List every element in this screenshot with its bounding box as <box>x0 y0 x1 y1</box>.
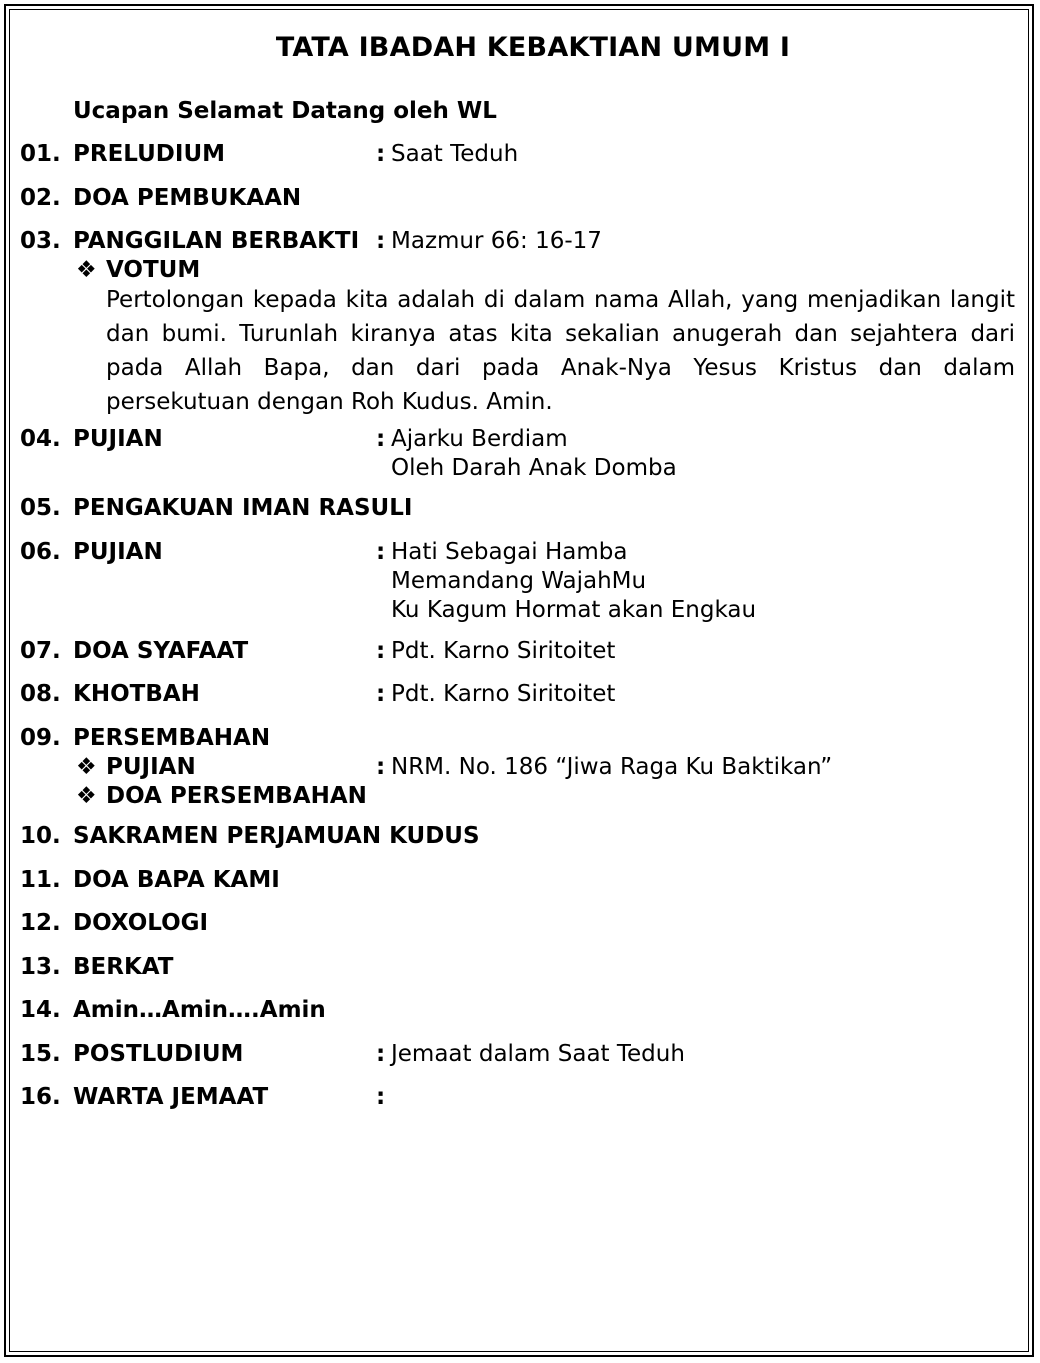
item-label: PRELUDIUM <box>73 141 226 167</box>
item-number: 05. <box>20 495 61 521</box>
item-number: 03. <box>20 228 61 254</box>
item-label: DOXOLOGI <box>73 910 209 936</box>
sub-item-pujian <box>76 753 196 782</box>
item-number: 07. <box>20 638 61 664</box>
diamond-bullet-icon: ❖ <box>76 754 97 780</box>
item-label: WARTA JEMAAT <box>73 1084 269 1110</box>
item-number: 08. <box>20 681 61 707</box>
item-colon: : <box>376 681 386 707</box>
votum-text: Pertolongan kepada kita adalah di dalam nama Allah, yang menjadikan langit dan bumi. Turunlah kiranya atas kita sekalian anugerah dan sejahtera dari pada Allah Bapa, dan dari pada Anak-Nya Yesus Kristus dan dalam persekutuan dengan Roh Kudus. Amin. <box>106 287 1015 415</box>
sub-item-label: VOTUM <box>106 257 201 283</box>
item-value: Saat Teduh <box>391 141 519 167</box>
item-value: Mazmur 66: 16-17 <box>391 228 602 254</box>
item-number: 16. <box>20 1084 61 1110</box>
item-colon: : <box>376 754 386 780</box>
item-colon: : <box>376 638 386 664</box>
item-colon: : <box>376 1084 386 1110</box>
item-label: PUJIAN <box>73 539 163 565</box>
item-number: 12. <box>20 910 61 936</box>
item-number: 04. <box>20 426 61 452</box>
item-label: KHOTBAH <box>73 681 200 707</box>
item-label: DOA BAPA KAMI <box>73 867 280 893</box>
item-label: PENGAKUAN IMAN RASULI <box>73 495 413 521</box>
sub-item-label: DOA PERSEMBAHAN <box>106 783 367 809</box>
item-label: POSTLUDIUM <box>73 1041 244 1067</box>
item-number: 13. <box>20 954 61 980</box>
item-label: PUJIAN <box>73 426 163 452</box>
item-number: 10. <box>20 823 61 849</box>
item-value: Pdt. Karno Siritoitet <box>391 638 616 664</box>
item-label: BERKAT <box>73 954 174 980</box>
item-value: Jemaat dalam Saat Teduh <box>391 1041 685 1067</box>
item-colon: : <box>376 141 386 167</box>
item-number: 14. <box>20 997 61 1023</box>
diamond-bullet-icon: ❖ <box>76 257 97 283</box>
welcome-line: Ucapan Selamat Datang oleh WL <box>73 98 497 124</box>
item-label: PANGGILAN BERBAKTI <box>73 228 360 254</box>
item-number: 01. <box>20 141 61 167</box>
item-colon: : <box>376 228 386 254</box>
item-number: 09. <box>20 725 61 751</box>
item-label: PERSEMBAHAN <box>73 725 271 751</box>
item-number: 02. <box>20 185 61 211</box>
item-number: 15. <box>20 1041 61 1067</box>
item-colon: : <box>376 426 386 452</box>
item-label: DOA SYAFAAT <box>73 638 249 664</box>
diamond-bullet-icon: ❖ <box>76 783 97 809</box>
item-label: DOA PEMBUKAAN <box>73 185 302 211</box>
item-colon: : <box>376 1041 386 1067</box>
item-value: Hati Sebagai Hamba Memandang WajahMu Ku Kagum Hormat akan Engkau <box>391 539 757 623</box>
sub-item-label: PUJIAN <box>106 754 196 780</box>
item-colon: : <box>376 539 386 565</box>
document-title: TATA IBADAH KEBAKTIAN UMUM I <box>275 32 791 63</box>
item-value: Pdt. Karno Siritoitet <box>391 681 616 707</box>
item-value: NRM. No. 186 “Jiwa Raga Ku Baktikan” <box>391 754 833 780</box>
sub-item-doa-persembahan <box>76 782 367 811</box>
item-label: Amin…Amin….Amin <box>73 997 326 1023</box>
item-number: 11. <box>20 867 61 893</box>
item-label: SAKRAMEN PERJAMUAN KUDUS <box>73 823 480 849</box>
item-value: Ajarku Berdiam Oleh Darah Anak Domba <box>391 426 677 481</box>
item-number: 06. <box>20 539 61 565</box>
sub-item-votum <box>76 256 200 285</box>
